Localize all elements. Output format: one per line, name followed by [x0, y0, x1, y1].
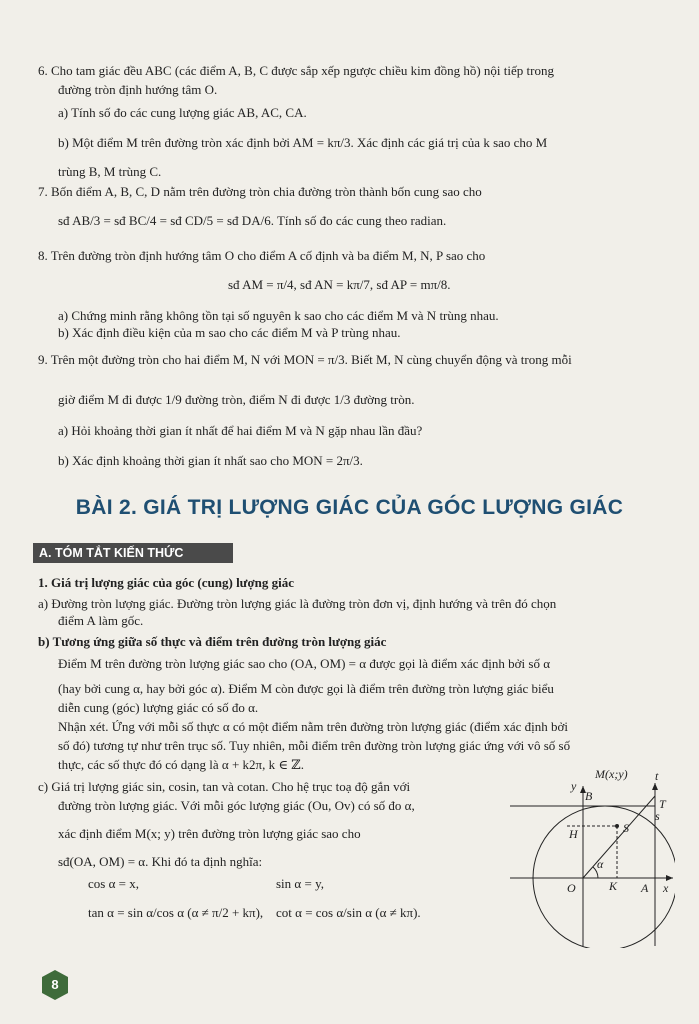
text-line: a) Đường tròn lượng giác. Đường tròn lượng giác là đường tròn đơn vị, định hướng và trên đó chọn — [38, 596, 557, 611]
text-line: 8. Trên đường tròn định hướng tâm O cho điểm A cố định và ba điểm M, N, P sao cho — [38, 248, 486, 263]
text-line: xác định điểm M(x; y) trên đường tròn lượng giác sao cho — [58, 826, 361, 841]
point-m-dot — [615, 824, 619, 828]
text-line: 6. Cho tam giác đều ABC (các điểm A, B, C được sắp xếp ngược chiều kim đồng hồ) nội tiếp trong — [38, 63, 554, 78]
text-line: 7. Bốn điểm A, B, C, D nằm trên đường tròn chia đường tròn thành bốn cung sao cho — [38, 184, 482, 199]
text-line: đường tròn lượng giác. Với mỗi góc lượng giác (Ou, Ov) có số đo α, — [58, 798, 415, 813]
section-title: BÀI 2. GIÁ TRỊ LƯỢNG GIÁC CỦA GÓC LƯỢNG GIÁC — [75, 496, 624, 519]
text-line: sđ(OA, OM) = α. Khi đó ta định nghĩa: — [58, 854, 263, 869]
text-line: cot α = cos α/sin α (α ≠ kπ). — [276, 905, 421, 920]
text-line: sđ AB/3 = sđ BC/4 = sđ CD/5 = sđ DA/6. Tính số đo các cung theo radian. — [58, 213, 447, 228]
trig-circle-figure — [505, 768, 675, 948]
label-o: O — [567, 881, 576, 895]
text-line: 9. Trên một đường tròn cho hai điểm M, N với MON = π/3. Biết M, N cùng chuyển động và trong mỗi — [38, 352, 572, 367]
tangent-axis-arrow-icon — [652, 783, 658, 790]
text-line: diễn cung (góc) lượng giác có số đo α. — [58, 700, 259, 715]
text-line: số đó) tương tự như trên trục số. Tuy nhiên, mỗi điểm trên đường tròn lượng giác ứng với vô số số — [58, 738, 571, 753]
text-line: cos α = x, — [88, 876, 139, 891]
text-line: b) Tương ứng giữa số thực và điểm trên đường tròn lượng giác — [38, 634, 387, 649]
text-line: Nhận xét. Ứng với mỗi số thực α có một điểm nằm trên đường tròn lượng giác (điểm xác định bởi — [58, 719, 568, 734]
text-line: điểm A làm gốc. — [58, 613, 144, 628]
text-line: giờ điểm M đi được 1/9 đường tròn, điểm N đi được 1/3 đường tròn. — [58, 392, 415, 407]
label-t-point: T — [659, 797, 666, 811]
text-line: a) Hỏi khoảng thời gian ít nhất để hai điểm M và N gặp nhau lần đầu? — [58, 423, 423, 438]
text-line: a) Chứng minh rằng không tồn tại số nguyên k sao cho các điểm M và N trùng nhau. — [58, 308, 499, 323]
text-line: 1. Giá trị lượng giác của góc (cung) lượng giác — [38, 575, 295, 590]
text-line: trùng B, M trùng C. — [58, 164, 162, 179]
text-line: Điểm M trên đường tròn lượng giác sao cho (OA, OM) = α được gọi là điểm xác định bởi số α — [58, 656, 551, 671]
text-line: thực, các số thực đó có dạng là α + k2π, k ∈ ℤ. — [58, 757, 304, 772]
label-b: B — [585, 789, 593, 803]
section-banner — [33, 543, 233, 563]
text-line: a) Tính số đo các cung lượng giác AB, AC, CA. — [58, 105, 307, 120]
label-a: A — [641, 881, 649, 895]
text-line: sin α = y, — [276, 876, 324, 891]
text-line: sđ AM = π/4, sđ AN = kπ/7, sđ AP = mπ/8. — [228, 277, 451, 292]
text-line: đường tròn định hướng tâm O. — [58, 82, 218, 97]
label-m: M(x;y) — [595, 768, 628, 781]
label-s: S — [623, 821, 629, 835]
label-s-axis: s — [655, 809, 660, 823]
label-y: y — [571, 779, 577, 793]
page-number: 8 — [51, 977, 59, 992]
text-line: c) Giá trị lượng giác sin, cosin, tan và cotan. Cho hệ trục toạ độ gắn với — [38, 779, 411, 794]
section-banner-label: A. TÓM TẮT KIẾN THỨC — [39, 546, 184, 560]
text-line: b) Xác định khoảng thời gian ít nhất sao cho MON = 2π/3. — [58, 453, 363, 468]
label-alpha: α — [597, 857, 604, 871]
page-badge — [40, 970, 70, 1000]
text-line: b) Xác định điều kiện của m sao cho các điểm M và P trùng nhau. — [58, 325, 401, 340]
text-line: (hay bởi cung α, hay bởi góc α). Điểm M còn được gọi là điểm trên đường tròn lượng giác biểu — [58, 681, 554, 696]
unit-circle — [533, 806, 675, 948]
text-line: b) Một điểm M trên đường tròn xác định bởi AM = kπ/3. Xác định các giá trị của k sao cho M — [58, 135, 548, 150]
label-h: H — [569, 827, 578, 841]
label-t: t — [655, 769, 659, 783]
label-x: x — [663, 881, 669, 895]
text-line: tan α = sin α/cos α (α ≠ π/2 + kπ), — [88, 905, 264, 920]
label-k: K — [609, 879, 618, 893]
ray-om — [583, 796, 655, 878]
